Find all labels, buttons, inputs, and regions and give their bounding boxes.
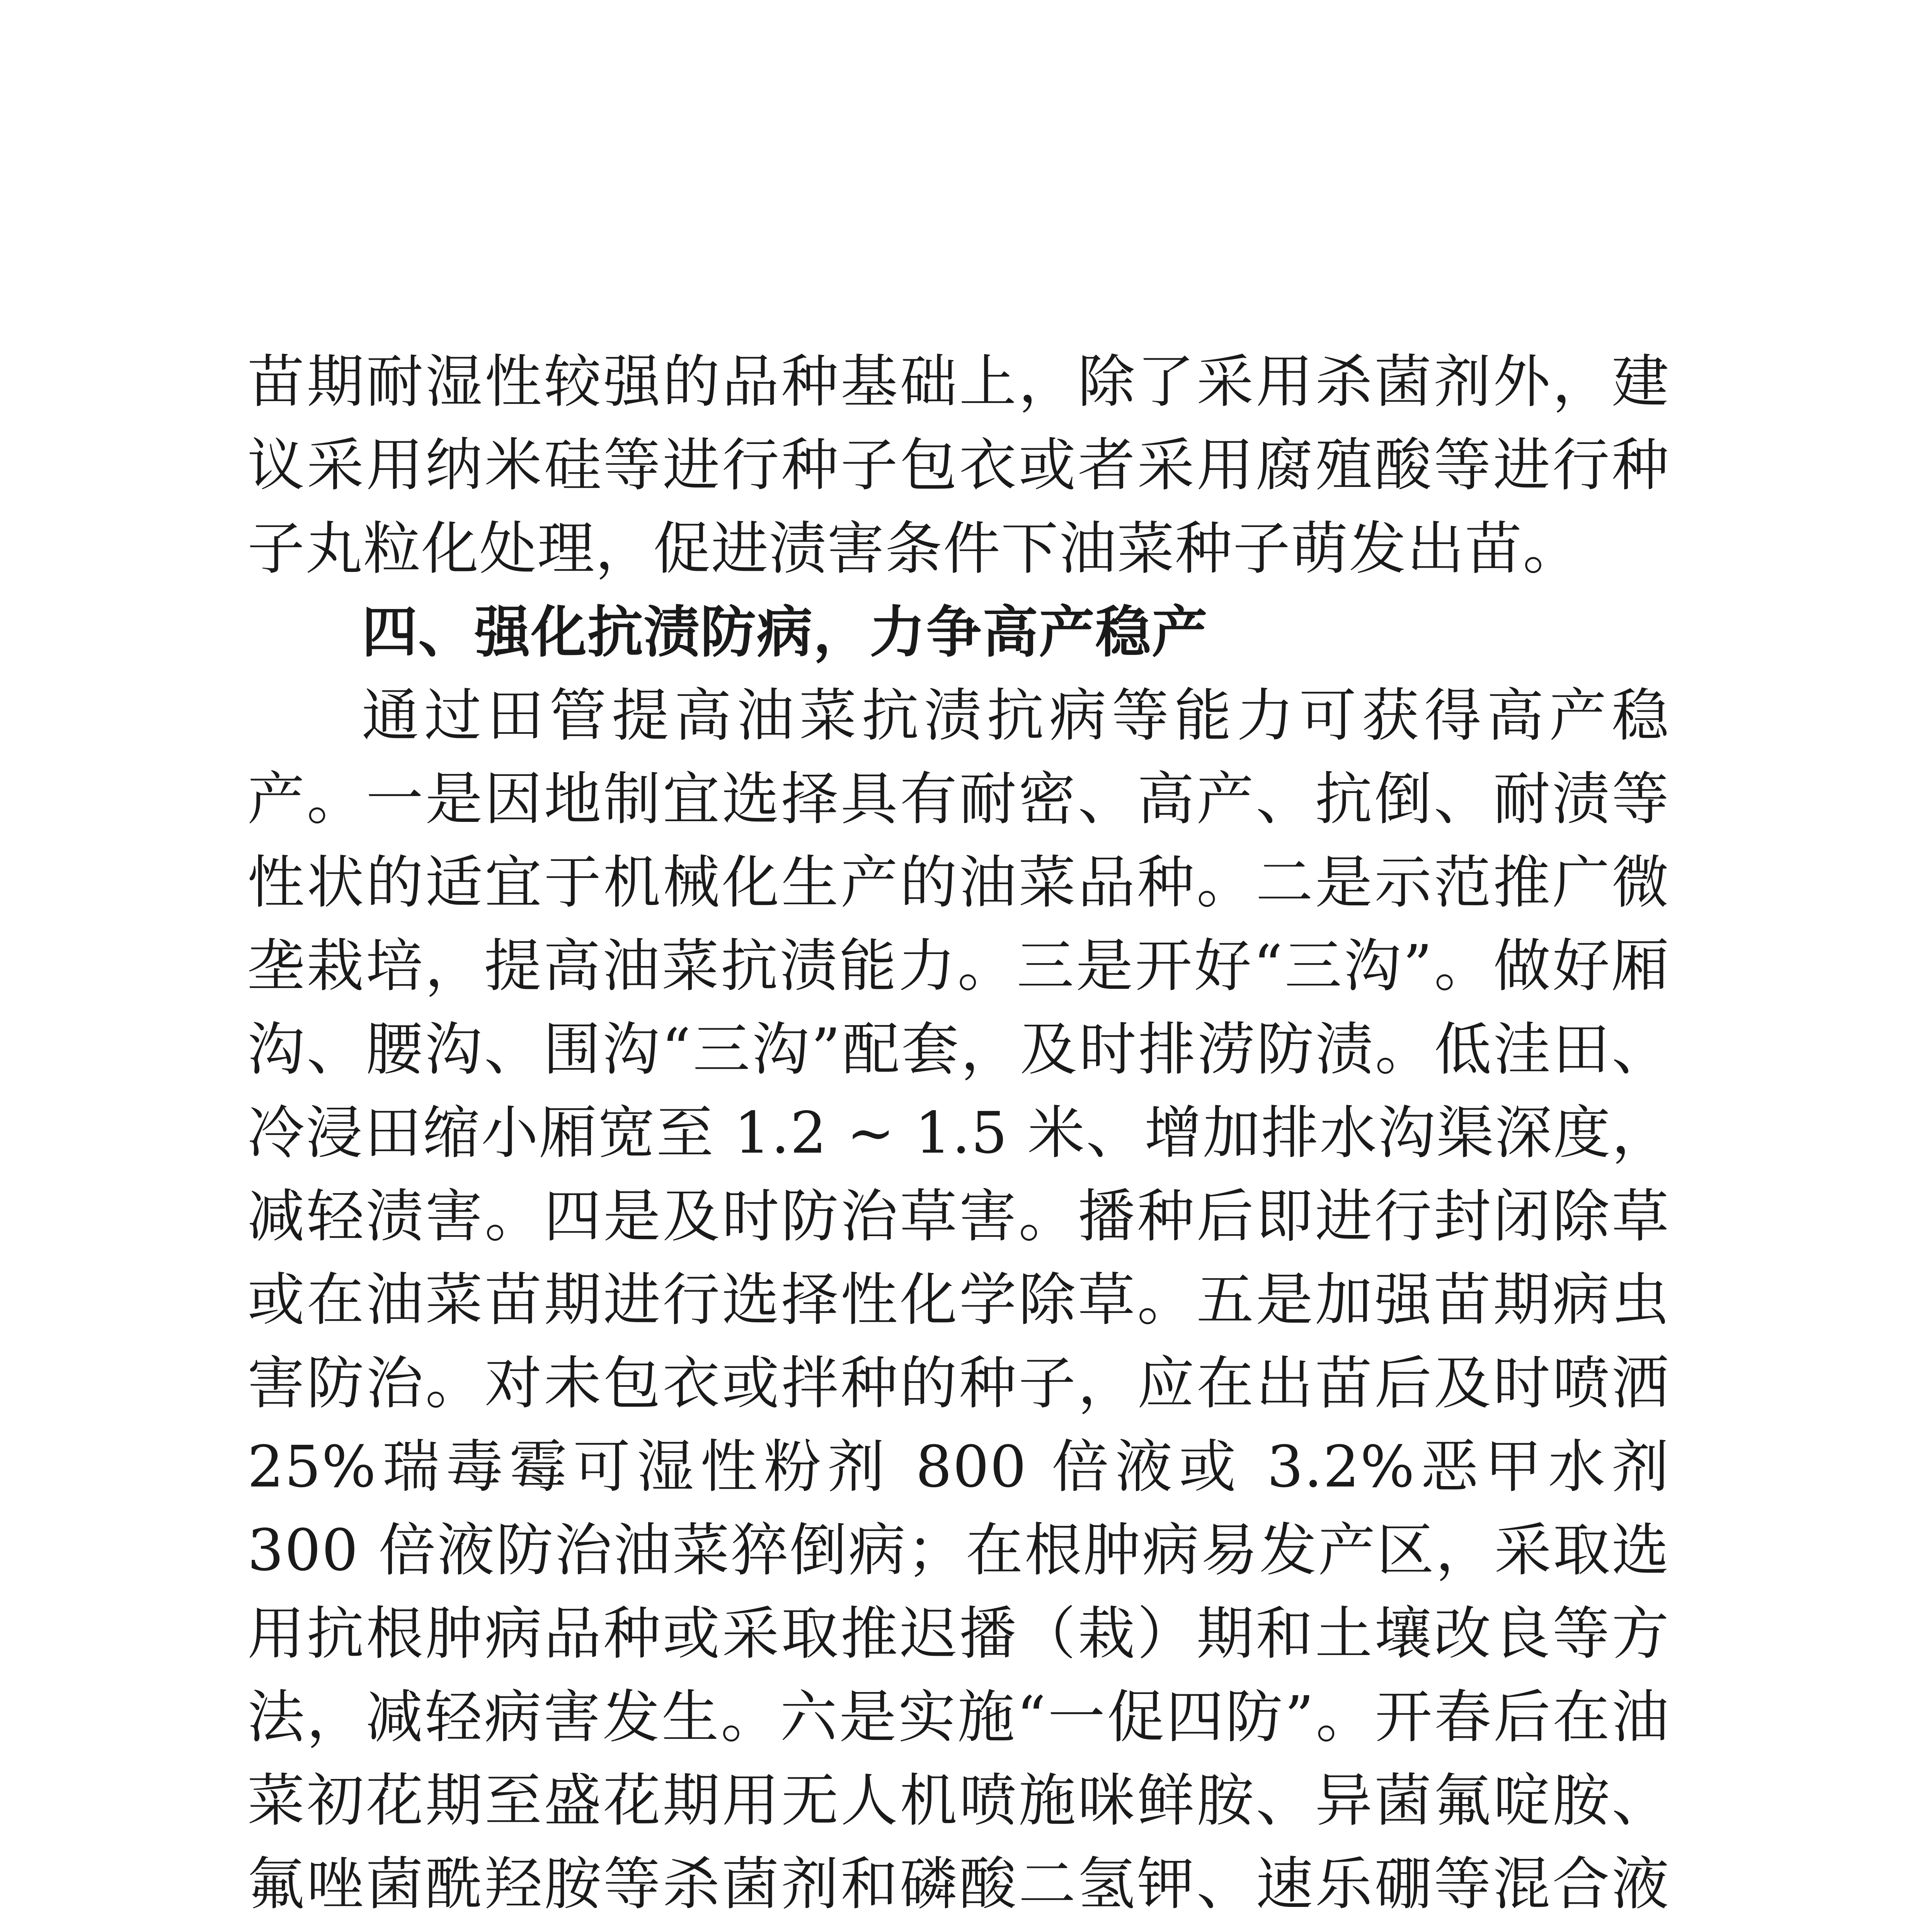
- paragraph-continuation: 苗期耐湿性较强的品种基础上，除了采用杀菌剂外，建议采用纳米硅等进行种子包衣或者采用腐殖酸等进行种子丸粒化处理，促进渍害条件下油菜种子萌发出苗。: [247, 349, 1670, 582]
- section-heading-4: 四、强化抗渍防病，力争高产稳产: [362, 600, 1209, 665]
- document-body: [247, 340, 1670, 1932]
- paragraph-section-4: 通过田管提高油菜抗渍抗病等能力可获得高产稳产。一是因地制宜选择具有耐密、高产、抗倒、耐渍等性状的适宜于机械化生产的油菜品种。二是示范推广微垄栽培，提高油菜抗渍能力。三是开好“三沟”。做好厢沟、腰沟、围沟“三沟”配套，及时排涝防渍。低洼田、冷浸田缩小厢宽至 1.2 ~ 1.5 米、增加排水沟渠深度，减轻渍害。四是及时防治草害。播种后即进行封闭除草或在油菜苗期进行选择性化学除草。五是加强苗期病虫害防治。对未包衣或拌种的种子，应在出苗后及时喷洒 25%瑞毒霉可湿性粉剂 800 倍液或 3.2%恶甲水剂 300 倍液防治油菜猝倒病；在根肿病易发产区，采取选用抗根肿病品种或采取推迟播（栽）期和土壤改良等方法，减轻病害发生。六是实施“一促四防”。开春后在油菜初花期至盛花期用无人机喷施咪鲜胺、异菌氟啶胺、氟唑菌酰羟胺等杀菌剂和磷酸二氢钾、速乐硼等混合液: [247, 682, 1670, 1917]
